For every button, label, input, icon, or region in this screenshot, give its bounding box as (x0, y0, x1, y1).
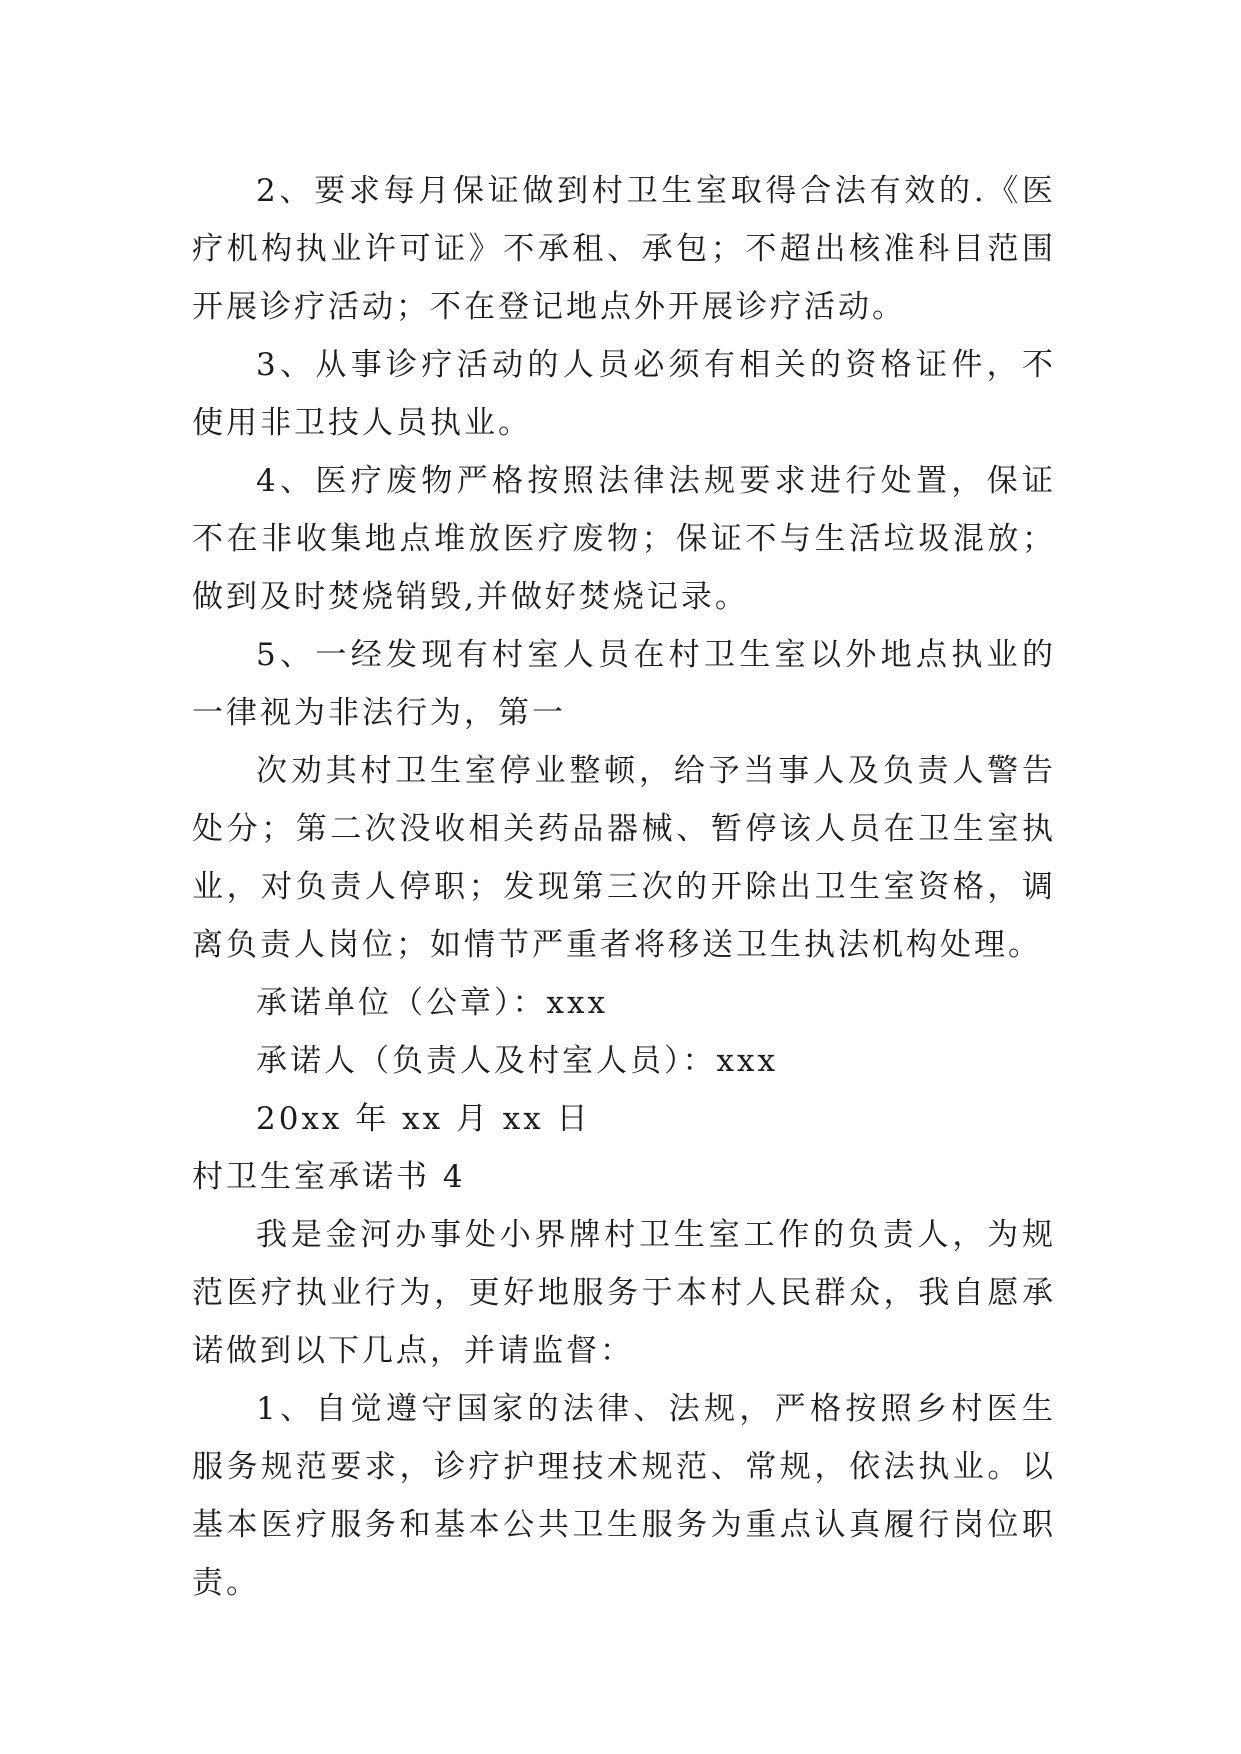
paragraph-item-4: 4、医疗废物严格按照法律法规要求进行处置，保证不在非收集地点堆放医疗废物；保证不与生活垃圾混放；做到及时焚烧销毁,并做好焚烧记录。 (192, 463, 1056, 615)
section-item-1: 1、自觉遵守国家的法律、法规，严格按照乡村医生服务规范要求，诊疗护理技术规范、常规，依法执业。以基本医疗服务和基本公共卫生服务为重点认真履行岗位职责。 (192, 1391, 1056, 1601)
paragraph-item-3: 3、从事诊疗活动的人员必须有相关的资格证件，不使用非卫技人员执业。 (192, 347, 1056, 441)
paragraph-item-5: 5、一经发现有村室人员在村卫生室以外地点执业的一律视为非法行为，第一 (192, 637, 1056, 731)
signature-unit: 承诺单位（公章）：xxx (256, 985, 608, 1021)
paragraph-item-2: 2、要求每月保证做到村卫生室取得合法有效的.《医疗机构执业许可证》不承租、承包；不超出核准科目范围开展诊疗活动；不在登记地点外开展诊疗活动。 (192, 173, 1056, 325)
signature-person: 承诺人（负责人及村室人员）：xxx (256, 1043, 778, 1079)
document-body (192, 162, 1056, 1612)
section-intro: 我是金河办事处小界牌村卫生室工作的负责人，为规范医疗执业行为，更好地服务于本村人民群众，我自愿承诺做到以下几点，并请监督： (192, 1217, 1056, 1369)
section-title: 村卫生室承诺书 4 (192, 1159, 466, 1195)
paragraph-item-5-continued: 次劝其村卫生室停业整顿，给予当事人及负责人警告处分；第二次没收相关药品器械、暂停该人员在卫生室执业，对负责人停职；发现第三次的开除出卫生室资格，调离负责人岗位；如情节严重者将移送卫生执法机构处理。 (192, 753, 1056, 963)
signature-date: 20xx 年 xx 月 xx 日 (256, 1101, 591, 1137)
